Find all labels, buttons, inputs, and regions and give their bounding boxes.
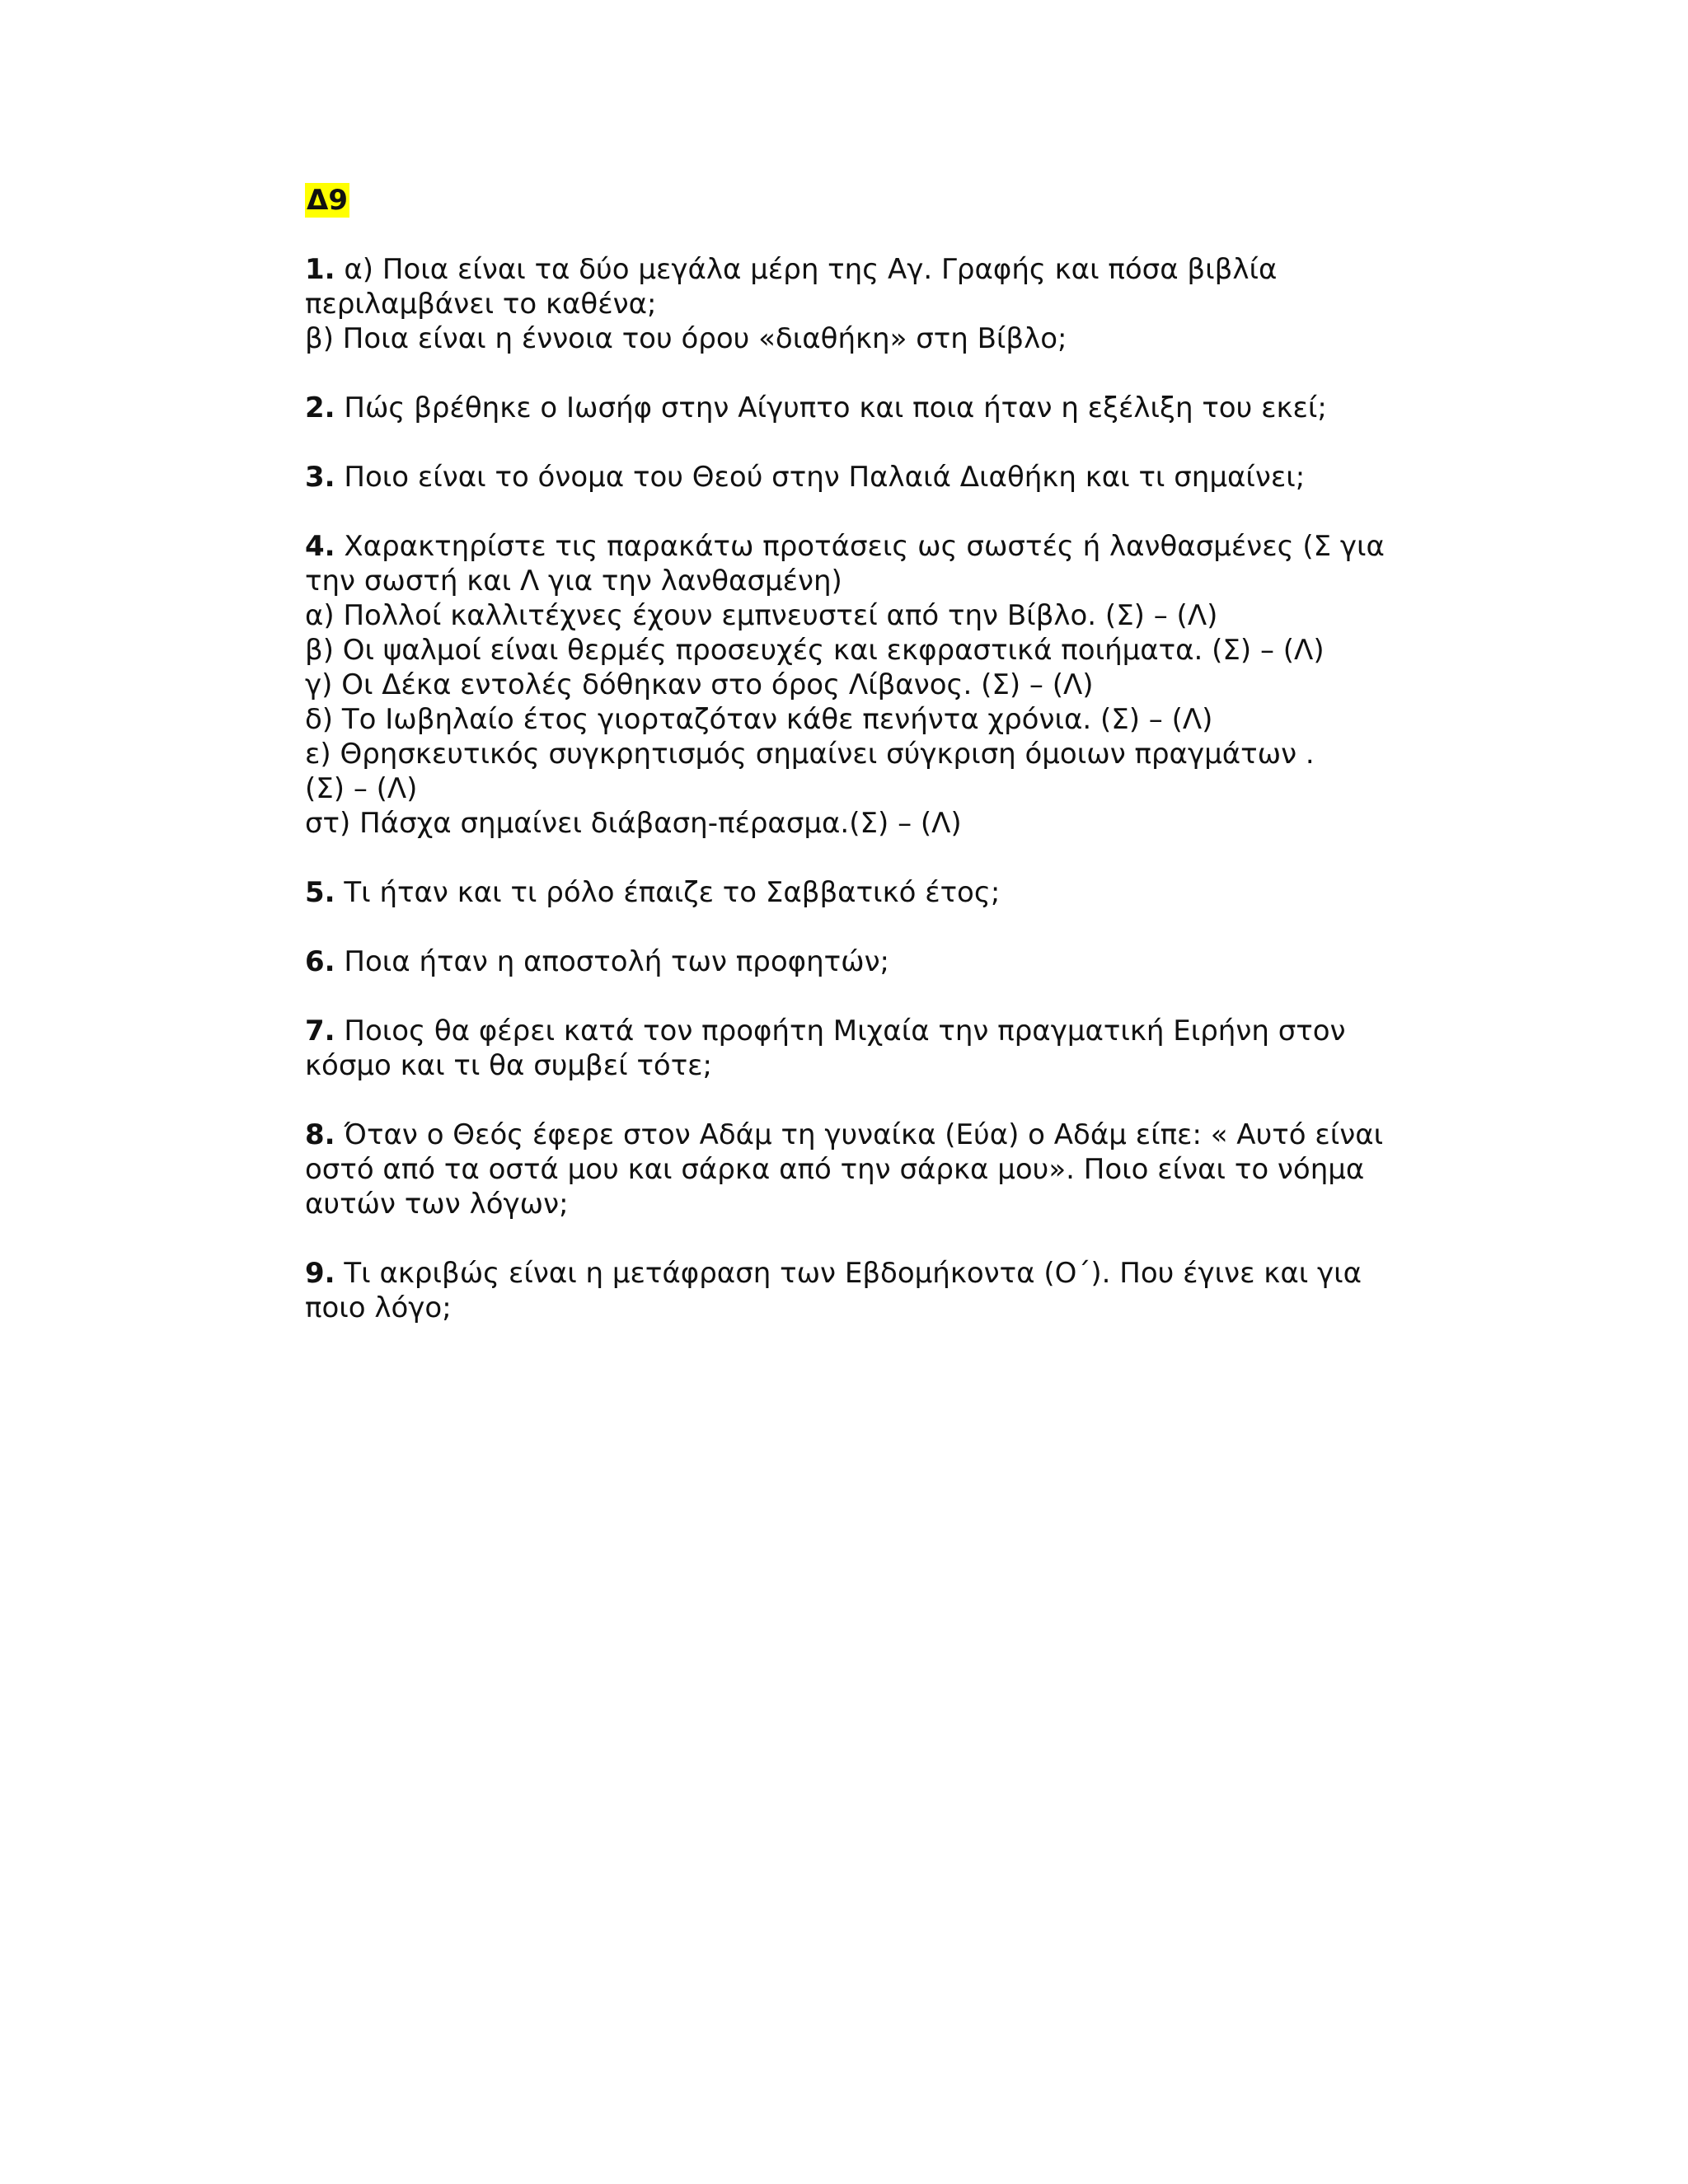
- question-text: Ποιο είναι το όνομα του Θεού στην Παλαιά Διαθήκη και τι σημαίνει;: [344, 461, 1306, 494]
- question-text: Χαρακτηρίστε τις παρακάτω προτάσεις ως σωστές ή λανθασμένες (Σ για την σωστή και Λ για την λανθασμένη): [305, 530, 1385, 598]
- question-line: [305, 1118, 1393, 1221]
- statement-e: ε) Θρησκευτικός συγκρητισμός σημαίνει σύγκριση όμοιων πραγμάτων .: [305, 738, 1315, 771]
- question-number: 8.: [305, 1118, 335, 1151]
- question-8: [305, 1118, 1393, 1221]
- question-text: Ποια ήταν η αποστολή των προφητών;: [344, 945, 890, 978]
- question-text: Ποιος θα φέρει κατά τον προφήτη Μιχαία την πραγματική Ειρήνη στον κόσμο και τι θα συμβεί τότε;: [305, 1015, 1346, 1082]
- title-row: [305, 183, 1393, 252]
- question-text: α) Ποια είναι τα δύο μεγάλα μέρη της Αγ. Γραφής και πόσα βιβλία περιλαμβάνει το καθένα;: [305, 253, 1278, 321]
- question-2: [305, 391, 1393, 425]
- question-line: [305, 1014, 1393, 1083]
- question-7: [305, 1014, 1393, 1083]
- question-number: 1.: [305, 253, 335, 286]
- question-number: 2.: [305, 391, 335, 424]
- question-number: 7.: [305, 1015, 335, 1047]
- question-4: [305, 529, 1393, 841]
- question-text: Όταν ο Θεός έφερε στον Αδάμ τη γυναίκα (Εύα) ο Αδάμ είπε: « Αυτό είναι οστό από τα οστά μου και σάρκα από την σάρκα μου». Ποιο είναι το νόημα αυτών των λόγων;: [305, 1118, 1384, 1221]
- question-line: β) Ποια είναι η έννοια του όρου «διαθήκη» στη Βίβλο;: [305, 322, 1067, 355]
- question-line: [305, 944, 1393, 979]
- statement-d: δ) Το Ιωβηλαίο έτος γιορταζόταν κάθε πενήντα χρόνια. (Σ) – (Λ): [305, 703, 1213, 736]
- document-content: [305, 183, 1393, 1360]
- question-5: [305, 875, 1393, 910]
- question-1: [305, 252, 1393, 356]
- statement-f: στ) Πάσχα σημαίνει διάβαση-πέρασμα.(Σ) – (Λ): [305, 807, 962, 840]
- question-line: [305, 252, 1393, 321]
- question-number: 6.: [305, 945, 335, 978]
- statement-e-options: (Σ) – (Λ): [305, 772, 418, 805]
- question-line: [305, 460, 1393, 494]
- question-line: [305, 529, 1393, 598]
- statement-a: α) Πολλοί καλλιτέχνες έχουν εμπνευστεί από την Βίβλο. (Σ) – (Λ): [305, 599, 1218, 632]
- question-number: 9.: [305, 1257, 335, 1290]
- question-number: 3.: [305, 461, 335, 494]
- question-6: [305, 944, 1393, 979]
- question-text: Τι ακριβώς είναι η μετάφραση των Εβδομήκοντα (Ο΄). Που έγινε και για ποιο λόγο;: [305, 1257, 1362, 1324]
- question-text: Τι ήταν και τι ρόλο έπαιζε το Σαββατικό έτος;: [344, 876, 1001, 909]
- question-line: [305, 1256, 1393, 1325]
- question-line: [305, 391, 1393, 425]
- statement-b: β) Οι ψαλμοί είναι θερμές προσευχές και εκφραστικά ποιήματα. (Σ) – (Λ): [305, 634, 1325, 667]
- question-line: [305, 875, 1393, 910]
- statement-c: γ) Οι Δέκα εντολές δόθηκαν στο όρος Λίβανος. (Σ) – (Λ): [305, 668, 1094, 701]
- document-title: Δ9: [307, 184, 348, 217]
- question-number: 5.: [305, 876, 335, 909]
- question-3: [305, 460, 1393, 494]
- question-number: 4.: [305, 530, 335, 563]
- question-9: [305, 1256, 1393, 1325]
- question-text: Πώς βρέθηκε ο Ιωσήφ στην Αίγυπτο και ποια ήταν η εξέλιξη του εκεί;: [344, 391, 1327, 424]
